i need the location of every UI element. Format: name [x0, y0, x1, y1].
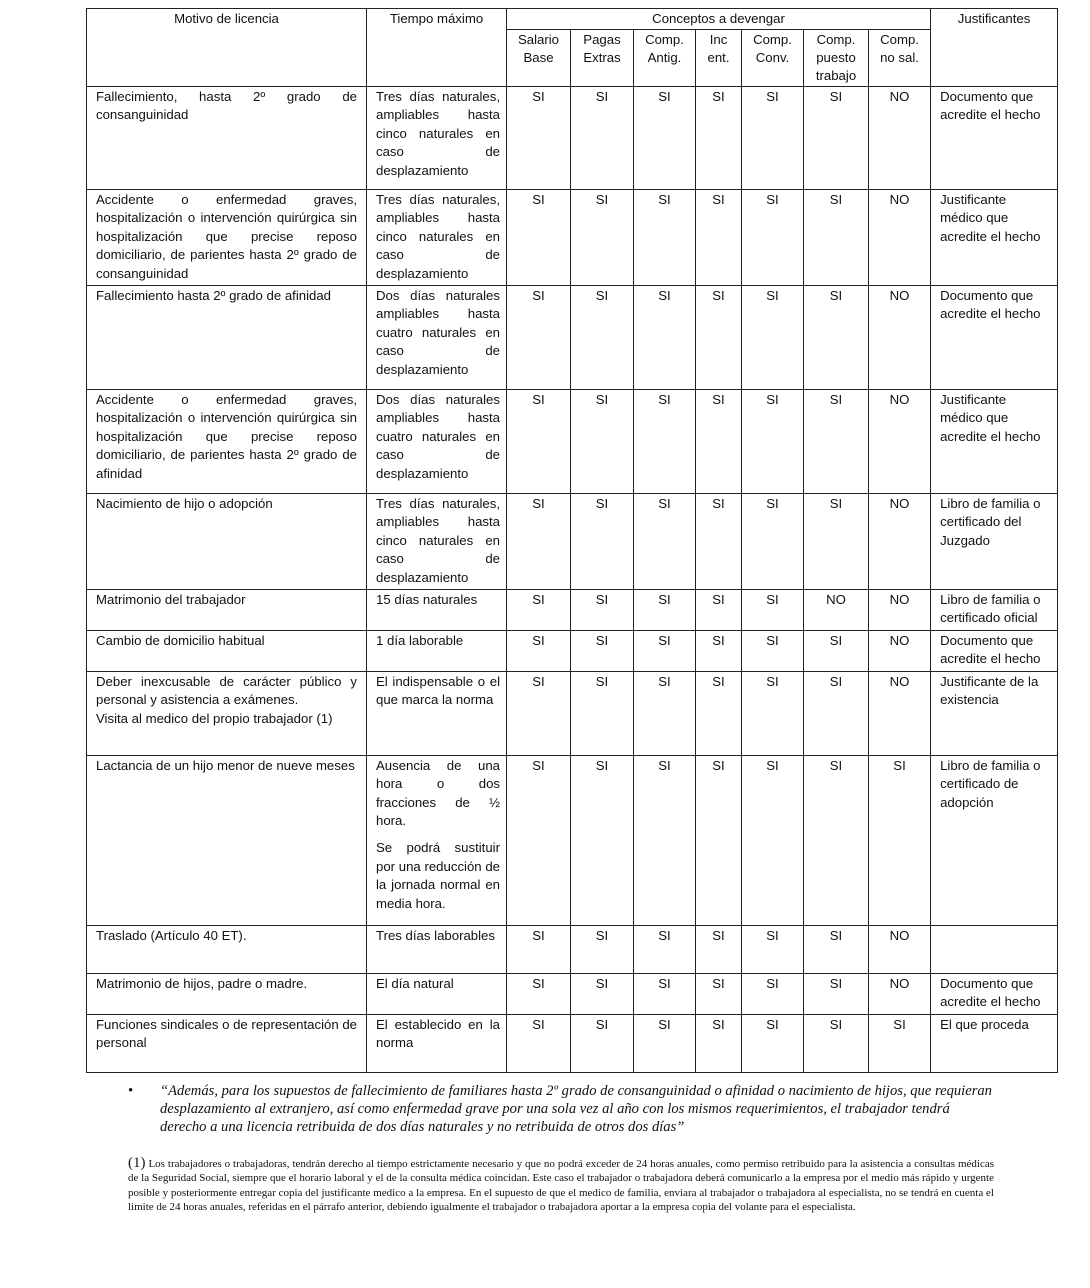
cell-concepto-value: SI — [696, 286, 742, 390]
cell-concepto-value: SI — [571, 590, 634, 631]
cell-tiempo — [367, 494, 507, 590]
cell-concepto-value: SI — [742, 190, 804, 286]
cell-motivo — [87, 590, 367, 631]
motivo-text: Fallecimiento hasta 2º grado de afinidad — [96, 288, 332, 304]
motivo-text: Lactancia de un hijo menor de nueve meses — [96, 757, 355, 773]
tiempo-text-extra: Se podrá sustituir por una reducción de la jornada normal en media hora. — [376, 840, 500, 911]
cell-justificante: Libro de familia o certificado del Juzgado — [931, 494, 1058, 590]
footnote — [128, 1156, 994, 1215]
motivo-text: Matrimonio de hijos, padre o madre. — [96, 975, 308, 991]
cell-justificante: Documento que acredite el hecho — [931, 973, 1058, 1014]
cell-concepto-value: NO — [869, 671, 931, 755]
cell-tiempo — [367, 671, 507, 755]
cell-concepto-value: SI — [634, 190, 696, 286]
cell-concepto-value: SI — [696, 390, 742, 494]
cell-tiempo — [367, 590, 507, 631]
tiempo-text: 15 días naturales — [376, 592, 478, 608]
tiempo-text: El día natural — [376, 975, 454, 991]
cell-motivo — [87, 1014, 367, 1072]
subheader-concepto — [634, 30, 696, 87]
table-row — [87, 973, 1058, 1014]
cell-concepto-value: SI — [571, 1014, 634, 1072]
cell-concepto-value: SI — [804, 494, 869, 590]
cell-concepto-value: SI — [742, 925, 804, 973]
header-row-main — [87, 9, 1058, 30]
cell-concepto-value: SI — [804, 390, 869, 494]
cell-tiempo — [367, 286, 507, 390]
cell-motivo — [87, 630, 367, 671]
cell-concepto-value: SI — [696, 494, 742, 590]
tiempo-text: Tres días laborables — [376, 927, 495, 943]
subheader-line: no sal. — [880, 50, 919, 65]
cell-concepto-value: SI — [742, 87, 804, 190]
cell-justificante: Documento que acredite el hecho — [931, 87, 1058, 190]
cell-concepto-value: SI — [507, 630, 571, 671]
cell-justificante: Justificante médico que acredite el hecho — [931, 390, 1058, 494]
subheader-concepto — [696, 30, 742, 87]
cell-concepto-value: SI — [634, 925, 696, 973]
bullet-icon: • — [128, 1083, 134, 1099]
cell-justificante: Libro de familia o certificado de adopción — [931, 755, 1058, 925]
cell-tiempo — [367, 973, 507, 1014]
cell-tiempo — [367, 1014, 507, 1072]
subheader-line: Salario — [517, 32, 560, 47]
table-row — [87, 630, 1058, 671]
cell-concepto-value: SI — [507, 671, 571, 755]
licencias-table — [86, 8, 1058, 1073]
table-row — [87, 755, 1058, 925]
cell-concepto-value: SI — [571, 190, 634, 286]
cell-motivo — [87, 190, 367, 286]
tiempo-text: Tres días naturales, ampliables hasta cinco naturales en caso de desplazamiento — [376, 192, 500, 281]
cell-motivo — [87, 671, 367, 755]
motivo-text: Funciones sindicales o de representación de personal — [96, 1016, 357, 1050]
table-row — [87, 1014, 1058, 1072]
cell-tiempo — [367, 755, 507, 925]
paragraph-gap — [376, 830, 500, 839]
cell-concepto-value: NO — [869, 87, 931, 190]
cell-concepto-value: SI — [742, 494, 804, 590]
subheader-line: Base — [523, 50, 554, 65]
table-header — [87, 9, 1058, 87]
cell-motivo — [87, 390, 367, 494]
motivo-text: Matrimonio del trabajador — [96, 592, 246, 608]
cell-concepto-value: SI — [634, 590, 696, 631]
table-row — [87, 494, 1058, 590]
cell-concepto-value: NO — [869, 973, 931, 1014]
cell-concepto-value: SI — [571, 973, 634, 1014]
subheader-line: Conv. — [755, 50, 790, 65]
cell-concepto-value: SI — [571, 390, 634, 494]
table-row — [87, 286, 1058, 390]
subheader-concepto — [804, 30, 869, 87]
subheader-line: Extras — [583, 50, 621, 65]
subheader-line: ent. — [707, 50, 730, 65]
cell-concepto-value: NO — [869, 286, 931, 390]
table-row — [87, 671, 1058, 755]
cell-concepto-value: SI — [696, 1014, 742, 1072]
cell-concepto-value: SI — [634, 87, 696, 190]
cell-justificante — [931, 925, 1058, 973]
cell-concepto-value: SI — [804, 755, 869, 925]
subheader-line: Comp. — [645, 32, 684, 47]
cell-concepto-value: SI — [634, 1014, 696, 1072]
cell-concepto-value: SI — [634, 494, 696, 590]
tiempo-text: Dos días naturales ampliables hasta cuatro naturales en caso de desplazamiento — [376, 288, 500, 377]
tiempo-text: El indispensable o el que marca la norma — [376, 673, 500, 708]
cell-motivo — [87, 973, 367, 1014]
subheader-line: Comp. — [753, 32, 792, 47]
table-row — [87, 925, 1058, 973]
cell-concepto-value: SI — [696, 87, 742, 190]
quote-text: “Además, para los supuestos de fallecimiento de familiares hasta 2º grado de consanguinidad o afinidad o nacimiento de hijos, que requieran desplazamiento al extranjero, así como enfermedad grave por una sola vez al año con los mismos requerimientos, el trabajador tendrá derecho a una licencia retribuida de dos días naturales y no retribuida de otros dos días” — [160, 1083, 992, 1135]
subheader-concepto — [507, 30, 571, 87]
cell-motivo — [87, 925, 367, 973]
cell-motivo — [87, 286, 367, 390]
subheader-concepto — [869, 30, 931, 87]
cell-concepto-value: SI — [804, 671, 869, 755]
cell-concepto-value: SI — [507, 87, 571, 190]
cell-concepto-value: SI — [634, 286, 696, 390]
subheader-concepto — [571, 30, 634, 87]
cell-concepto-value: SI — [507, 494, 571, 590]
cell-concepto-value: SI — [696, 590, 742, 631]
tiempo-text: Tres días naturales, ampliables hasta cinco naturales en caso de desplazamiento — [376, 496, 500, 585]
cell-concepto-value: SI — [804, 1014, 869, 1072]
cell-concepto-value: NO — [869, 590, 931, 631]
subheader-line: Comp. — [816, 32, 856, 47]
cell-concepto-value: SI — [634, 973, 696, 1014]
motivo-text: Accidente o enfermedad graves, hospitalización o intervención quirúrgica sin hospitalización que precise reposo domiciliario, de parientes hasta 2º grado de consanguinidad — [96, 192, 357, 281]
table-row — [87, 87, 1058, 190]
cell-concepto-value: SI — [804, 973, 869, 1014]
cell-concepto-value: SI — [507, 1014, 571, 1072]
cell-tiempo — [367, 390, 507, 494]
cell-justificante: Documento que acredite el hecho — [931, 286, 1058, 390]
cell-concepto-value: SI — [869, 755, 931, 925]
cell-concepto-value: SI — [742, 630, 804, 671]
notes-section — [128, 1082, 994, 1215]
cell-justificante: Justificante de la existencia — [931, 671, 1058, 755]
motivo-text: Traslado (Artículo 40 ET). — [96, 927, 247, 943]
cell-justificante: Justificante médico que acredite el hecho — [931, 190, 1058, 286]
cell-concepto-value: SI — [571, 494, 634, 590]
cell-concepto-value: SI — [571, 671, 634, 755]
cell-concepto-value: SI — [507, 190, 571, 286]
cell-concepto-value: SI — [634, 755, 696, 925]
footnote-mark: (1) — [128, 1155, 146, 1171]
cell-concepto-value: SI — [507, 925, 571, 973]
header-justificantes: Justificantes — [931, 9, 1058, 87]
cell-concepto-value: SI — [696, 190, 742, 286]
cell-concepto-value: SI — [696, 671, 742, 755]
cell-concepto-value: SI — [804, 190, 869, 286]
cell-concepto-value: SI — [507, 973, 571, 1014]
cell-concepto-value: SI — [804, 286, 869, 390]
cell-concepto-value: SI — [696, 755, 742, 925]
cell-tiempo — [367, 190, 507, 286]
motivo-text-extra: Visita al medico del propio trabajador (1) — [96, 710, 333, 726]
cell-concepto-value: SI — [571, 925, 634, 973]
cell-concepto-value: SI — [507, 590, 571, 631]
table-row — [87, 390, 1058, 494]
cell-concepto-value: SI — [507, 286, 571, 390]
motivo-text: Cambio de domicilio habitual — [96, 632, 265, 648]
cell-concepto-value: SI — [804, 630, 869, 671]
cell-justificante: Libro de familia o certificado oficial — [931, 590, 1058, 631]
cell-concepto-value: SI — [696, 630, 742, 671]
cell-concepto-value: NO — [869, 925, 931, 973]
cell-concepto-value: SI — [571, 630, 634, 671]
tiempo-text: Tres días naturales, ampliables hasta cinco naturales en caso de desplazamiento — [376, 89, 500, 178]
cell-concepto-value: SI — [804, 87, 869, 190]
cell-motivo — [87, 494, 367, 590]
cell-concepto-value: SI — [742, 1014, 804, 1072]
cell-concepto-value: NO — [869, 630, 931, 671]
cell-concepto-value: SI — [696, 925, 742, 973]
cell-concepto-value: SI — [742, 671, 804, 755]
header-conceptos: Conceptos a devengar — [507, 9, 931, 30]
cell-concepto-value: NO — [804, 590, 869, 631]
cell-tiempo — [367, 630, 507, 671]
subheader-line: trabajo — [815, 68, 857, 83]
cell-justificante: Documento que acredite el hecho — [931, 630, 1058, 671]
subheader-line: Comp. — [880, 32, 919, 47]
cell-concepto-value: SI — [742, 590, 804, 631]
table-body — [87, 87, 1058, 1073]
cell-tiempo — [367, 925, 507, 973]
cell-motivo — [87, 87, 367, 190]
footnote-text: Los trabajadores o trabajadoras, tendrán derecho al tiempo estrictamente necesario y que no podrá exceder de 24 horas anuales, como permiso retribuido para la asistencia a consultas médicas de la Seguridad Social, siempre que el horario laboral y el de la consulta médica coincidan. Este caso el trabajador o trabajadora deberá comunicarlo a la empresa por el medio más rápido y urgente posible y posteriormente entregar copia del justificante medico a la empresa. En el supuesto de que el medico de familia, enviara al trabajador o trabajadora al especialista, no se tendrá en cuenta el limite de 24 horas anuales, referidas en el párrafo anterior, debiendo igualmente el trabajador o trabajadora aportar a la empresa copia del volante para el especialista. — [128, 1158, 994, 1214]
table-row — [87, 590, 1058, 631]
motivo-text: Fallecimiento, hasta 2º grado de consanguinidad — [96, 89, 357, 123]
subheader-concepto — [742, 30, 804, 87]
cell-concepto-value: SI — [742, 390, 804, 494]
cell-justificante: El que proceda — [931, 1014, 1058, 1072]
motivo-text: Accidente o enfermedad graves, hospitalización o intervención quirúrgica sin hospitalización que precise reposo domiciliario, de parientes hasta 2º grado de afinidad — [96, 392, 357, 481]
cell-concepto-value: SI — [634, 630, 696, 671]
table-row — [87, 190, 1058, 286]
tiempo-text: Dos días naturales ampliables hasta cuatro naturales en caso de desplazamiento — [376, 392, 500, 481]
cell-concepto-value: SI — [742, 973, 804, 1014]
cell-concepto-value: SI — [634, 390, 696, 494]
cell-concepto-value: SI — [507, 755, 571, 925]
tiempo-text: Ausencia de una hora o dos fracciones de ½ hora. — [376, 757, 500, 828]
cell-concepto-value: NO — [869, 390, 931, 494]
subheader-line: puesto — [816, 50, 856, 65]
cell-concepto-value: SI — [869, 1014, 931, 1072]
cell-concepto-value: SI — [696, 973, 742, 1014]
cell-concepto-value: SI — [507, 390, 571, 494]
header-tiempo: Tiempo máximo — [367, 9, 507, 87]
cell-concepto-value: SI — [804, 925, 869, 973]
cell-concepto-value: SI — [571, 755, 634, 925]
motivo-text: Deber inexcusable de carácter público y personal y asistencia a exámenes. — [96, 673, 357, 708]
cell-concepto-value: SI — [571, 87, 634, 190]
cell-concepto-value: SI — [742, 286, 804, 390]
tiempo-text: El establecido en la norma — [376, 1016, 500, 1050]
cell-motivo — [87, 755, 367, 925]
cell-concepto-value: SI — [742, 755, 804, 925]
bullet-note — [128, 1082, 994, 1136]
subheader-line: Inc — [709, 32, 728, 47]
header-motivo: Motivo de licencia — [87, 9, 367, 87]
motivo-text: Nacimiento de hijo o adopción — [96, 496, 273, 512]
tiempo-text: 1 día laborable — [376, 632, 464, 648]
cell-tiempo — [367, 87, 507, 190]
subheader-line: Antig. — [647, 50, 682, 65]
subheader-line: Pagas — [583, 32, 621, 47]
cell-concepto-value: SI — [634, 671, 696, 755]
cell-concepto-value: NO — [869, 494, 931, 590]
cell-concepto-value: SI — [571, 286, 634, 390]
cell-concepto-value: NO — [869, 190, 931, 286]
